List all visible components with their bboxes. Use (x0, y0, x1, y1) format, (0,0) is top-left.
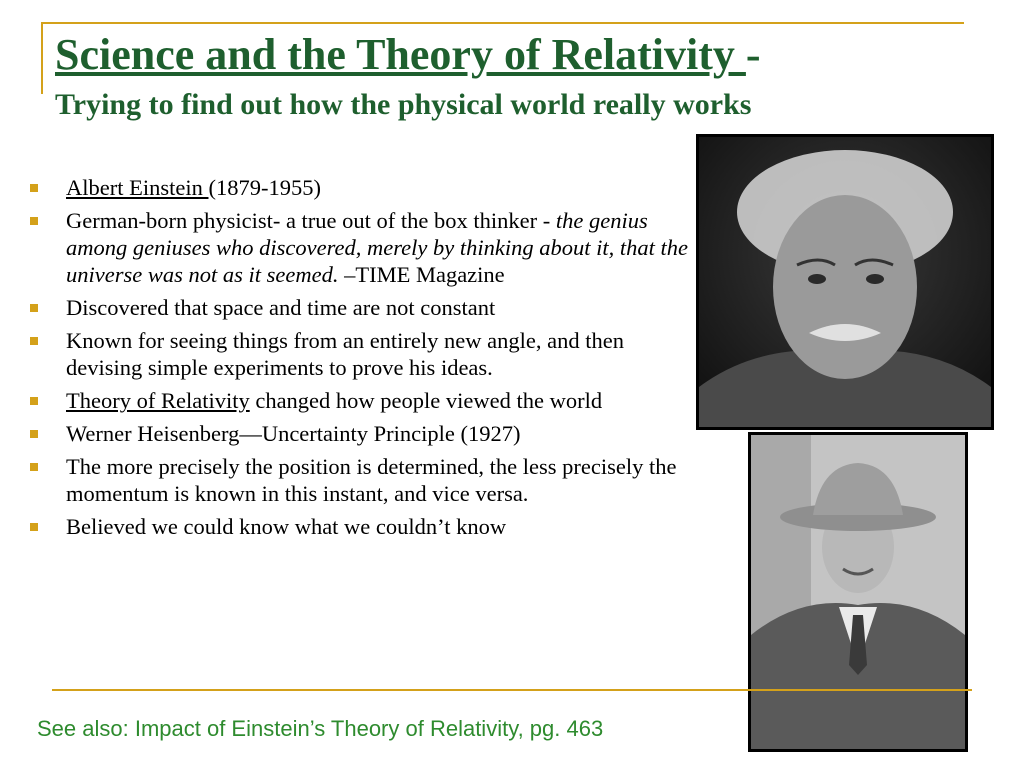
list-item (28, 513, 693, 540)
list-item (28, 327, 693, 381)
list-item (28, 420, 693, 447)
see-also-note: See also: Impact of Einstein’s Theory of Relativity, pg. 463 (37, 716, 604, 741)
bullet-square-icon (30, 463, 38, 471)
bullet-list (28, 174, 693, 546)
title-link[interactable]: Science and the Theory of Relativity (55, 30, 746, 79)
list-item (28, 294, 693, 321)
einstein-photo (696, 134, 994, 430)
bullet-text: Werner Heisenberg—Uncertainty Principle (1927) (66, 421, 521, 446)
slide-title (55, 28, 985, 124)
left-rule (41, 22, 43, 94)
title-dash: - (745, 30, 761, 79)
heisenberg-photo (748, 432, 968, 752)
title-main (55, 28, 985, 82)
quote-source: –TIME Magazine (338, 262, 505, 287)
subtitle: Trying to find out how the physical world really works (55, 88, 752, 121)
bullet-square-icon (30, 217, 38, 225)
bullet-square-icon (30, 304, 38, 312)
time-quote: the genius among geniuses who discovered, merely by thinking about it, that the universe was not as it seemed. (66, 208, 688, 287)
bullet-text: Believed we could know what we couldn’t know (66, 514, 507, 539)
bullet-text: Discovered that space and time are not constant (66, 295, 496, 320)
bullet-text: German-born physicist- a true out of the box thinker - (66, 208, 556, 233)
einstein-link[interactable]: Albert Einstein (66, 175, 209, 200)
list-item (28, 453, 693, 507)
list-item (28, 387, 693, 414)
heisenberg-portrait-icon (751, 435, 965, 749)
list-item (28, 207, 693, 288)
bullet-text: The more precisely the position is determined, the less precisely the momentum is known in this instant, and vice versa. (66, 454, 677, 506)
bullet-text: changed how people viewed the world (249, 388, 603, 413)
bullet-square-icon (30, 337, 38, 345)
bullet-square-icon (30, 430, 38, 438)
top-rule (41, 22, 964, 24)
einstein-dates: (1879-1955) (208, 175, 321, 200)
bullet-square-icon (30, 523, 38, 531)
bullet-square-icon (30, 397, 38, 405)
list-item (28, 174, 693, 201)
bullet-text: Known for seeing things from an entirely new angle, and then devising simple experiments to prove his ideas. (66, 328, 624, 380)
bullet-square-icon (30, 184, 38, 192)
einstein-portrait-icon (699, 137, 991, 427)
relativity-link[interactable]: Theory of Relativity (66, 388, 250, 413)
bottom-rule (52, 689, 972, 691)
